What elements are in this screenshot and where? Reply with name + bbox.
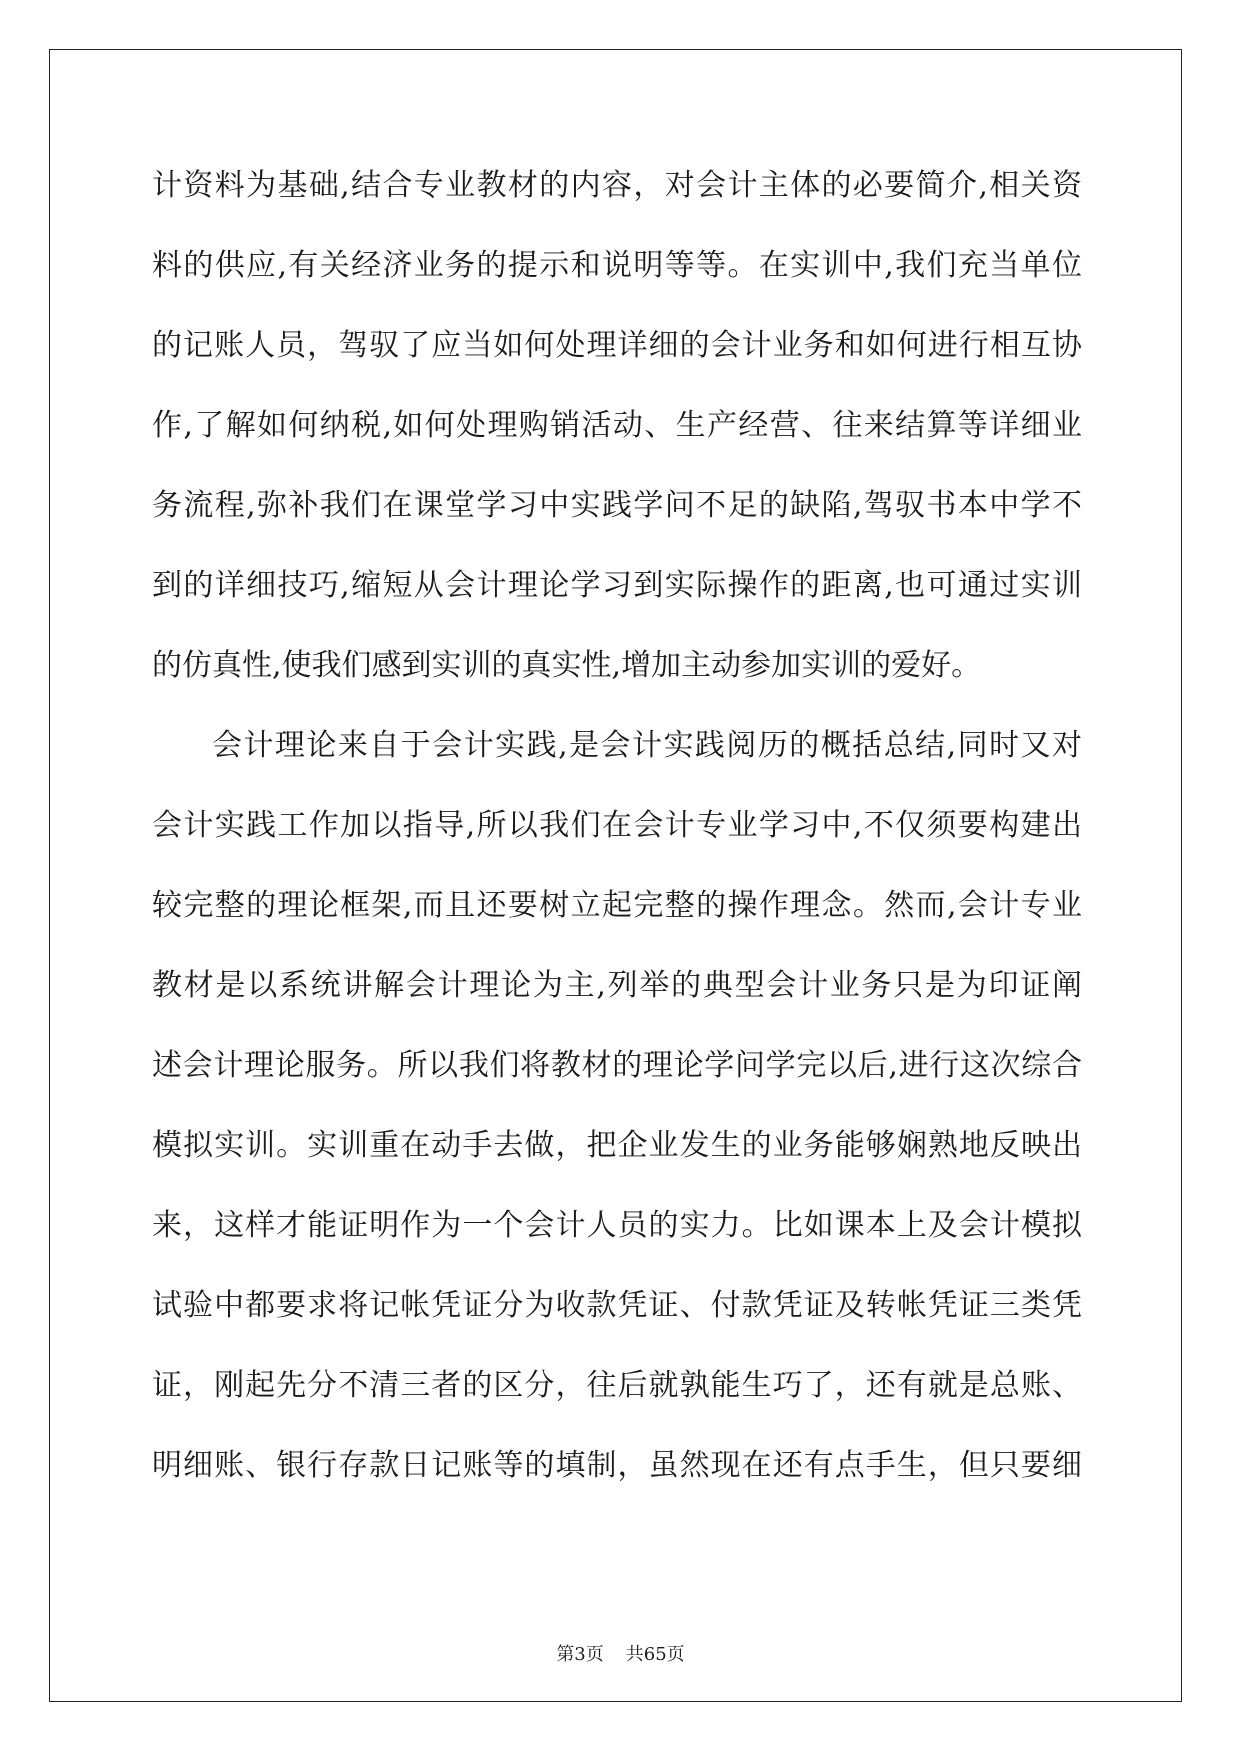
text-line: 会计实践工作加以指导,所以我们在会计专业学习中,不仅须要构建出: [152, 808, 1082, 843]
text-line: 教材是以系统讲解会计理论为主,列举的典型会计业务只是为印证阐: [152, 968, 1082, 1003]
text-line: 的记账人员，驾驭了应当如何处理详细的会计业务和如何进行相互协: [152, 328, 1082, 363]
text-line: 料的供应,有关经济业务的提示和说明等等。在实训中,我们充当单位: [152, 248, 1082, 283]
page-number: 第3页: [556, 1644, 604, 1665]
page-footer: [0, 1643, 1241, 1667]
paragraph-first-line: 会计理论来自于会计实践,是会计实践阅历的概括总结,同时又对: [212, 728, 1082, 763]
document-body: [152, 162, 1082, 1522]
total-pages: 共65页: [625, 1644, 685, 1665]
text-line: 述会计理论服务。所以我们将教材的理论学问学完以后,进行这次综合: [152, 1048, 1082, 1083]
text-line: 到的详细技巧,缩短从会计理论学习到实际操作的距离,也可通过实训: [152, 568, 1082, 603]
text-line: 试验中都要求将记帐凭证分为收款凭证、付款凭证及转帐凭证三类凭: [152, 1288, 1082, 1323]
text-line: 的仿真性,使我们感到实训的真实性,增加主动参加实训的爱好。: [152, 648, 982, 683]
text-line: 证，刚起先分不清三者的区分，往后就孰能生巧了，还有就是总账、: [152, 1368, 1082, 1403]
text-line: 明细账、银行存款日记账等的填制，虽然现在还有点手生，但只要细: [152, 1448, 1082, 1483]
text-line: 计资料为基础,结合专业教材的内容，对会计主体的必要简介,相关资: [152, 168, 1082, 203]
text-line: 作,了解如何纳税,如何处理购销活动、生产经营、往来结算等详细业: [152, 408, 1082, 443]
text-line: 模拟实训。实训重在动手去做，把企业发生的业务能够娴熟地反映出: [152, 1128, 1082, 1163]
text-line: 务流程,弥补我们在课堂学习中实践学问不足的缺陷,驾驭书本中学不: [152, 488, 1082, 523]
text-line: 较完整的理论框架,而且还要树立起完整的操作理念。然而,会计专业: [152, 888, 1082, 923]
text-line: 来，这样才能证明作为一个会计人员的实力。比如课本上及会计模拟: [152, 1208, 1082, 1243]
